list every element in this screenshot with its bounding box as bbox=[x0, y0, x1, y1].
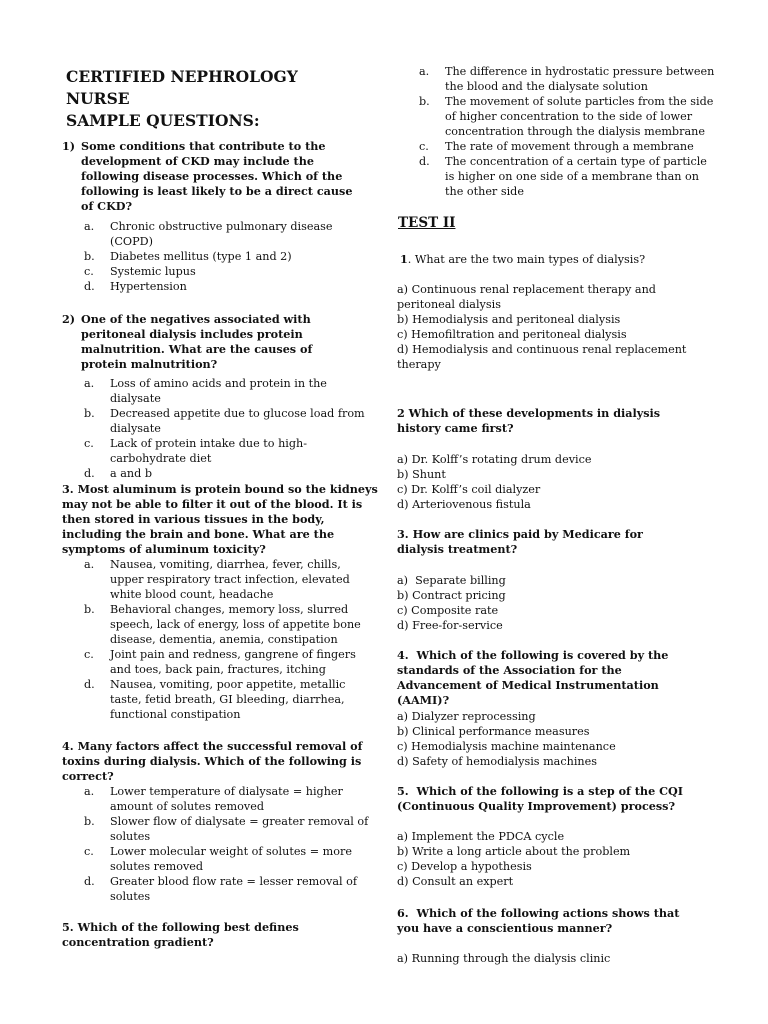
test2-question-2 bbox=[397, 406, 697, 436]
question-1-options bbox=[62, 219, 372, 294]
option: c) Composite rate bbox=[397, 604, 499, 617]
option: a. Chronic obstructive pulmonary disease (COPD) bbox=[84, 220, 333, 248]
option: b. The movement of solute particles from the side of higher concentration to the side of lower concentration through the dialysis membrane bbox=[419, 95, 714, 138]
section-heading-test-ii: TEST II bbox=[398, 215, 456, 231]
option: a. Loss of amino acids and protein in the dialysate bbox=[84, 377, 327, 405]
option: d. Greater blood flow rate = lesser removal of solutes bbox=[84, 875, 357, 903]
document-title bbox=[66, 66, 366, 132]
question-5-stem: 5. Which of the following best defines concentration gradient? bbox=[62, 920, 299, 949]
title-line-1: CERTIFIED NEPHROLOGY NURSE bbox=[66, 67, 298, 108]
question-4 bbox=[62, 739, 380, 784]
option: a) Separate billing bbox=[397, 574, 506, 587]
question-3-stem: 3. Most aluminum is protein bound so the kidneys may not be able to filter it out of the blood. It is then stored in various tissues in the body, including the brain and bone. What are the symptoms of aluminum toxicity? bbox=[62, 482, 378, 556]
option: a) Implement the PDCA cycle bbox=[397, 830, 565, 843]
option: c. Systemic lupus bbox=[84, 265, 196, 278]
question-5 bbox=[62, 920, 372, 950]
test2-question-4-stem: 4. Which of the following is covered by the standards of the Association for the Advancement of Medical Instrumentation (AAMI)? bbox=[397, 648, 673, 707]
question-3 bbox=[62, 482, 380, 557]
option: d. Hypertension bbox=[84, 280, 187, 293]
option: a. Lower temperature of dialysate = higher amount of solutes removed bbox=[84, 785, 343, 813]
option: b) Hemodialysis and peritoneal dialysis bbox=[397, 313, 621, 326]
test2-question-3-stem: 3. How are clinics paid by Medicare for dialysis treatment? bbox=[397, 527, 643, 556]
option: b) Clinical performance measures bbox=[397, 725, 590, 738]
question-5-options bbox=[397, 64, 717, 199]
option: d) Safety of hemodialysis machines bbox=[397, 755, 597, 768]
option: b) Contract pricing bbox=[397, 589, 506, 602]
option: c. Lack of protein intake due to high-carbohydrate diet bbox=[84, 437, 307, 465]
option: d. The concentration of a certain type of particle is higher on one side of a membrane than on the other side bbox=[419, 155, 707, 198]
option: c) Hemodialysis machine maintenance bbox=[397, 740, 616, 753]
question-2-stem: 2) One of the negatives associated with peritoneal dialysis includes protein malnutrition. What are the causes of protein malnutrition? bbox=[62, 312, 313, 371]
option: d) Free-for-service bbox=[397, 619, 503, 632]
option: c) Develop a hypothesis bbox=[397, 860, 532, 873]
option: a. The difference in hydrostatic pressure between the blood and the dialysate solution bbox=[419, 65, 715, 93]
option: c. Joint pain and redness, gangrene of fingers and toes, back pain, fractures, itching bbox=[84, 648, 356, 676]
question-2-options bbox=[62, 376, 374, 481]
option: b) Shunt bbox=[397, 468, 446, 481]
option: b. Slower flow of dialysate = greater removal of solutes bbox=[84, 815, 369, 843]
test2-question-1-stem: 1. What are the two main types of dialysis? bbox=[400, 252, 646, 266]
test2-question-1 bbox=[398, 252, 716, 267]
question-1-stem: 1) Some conditions that contribute to the development of CKD may include the following disease processes. Which of the following is least likely to be a direct cause of CKD? bbox=[62, 139, 353, 213]
option: a) Running through the dialysis clinic bbox=[397, 952, 611, 965]
option: c. Lower molecular weight of solutes = more solutes removed bbox=[84, 845, 352, 873]
question-1 bbox=[62, 139, 360, 214]
title-line-2: SAMPLE QUESTIONS: bbox=[66, 111, 260, 130]
option: b) Write a long article about the problem bbox=[397, 845, 631, 858]
option: c) Hemofiltration and peritoneal dialysis bbox=[397, 328, 627, 341]
option: b. Diabetes mellitus (type 1 and 2) bbox=[84, 250, 292, 263]
test2-question-5-stem: 5. Which of the following is a step of the CQI (Continuous Quality Improvement) process? bbox=[397, 784, 687, 813]
option: a) Dr. Kolff’s rotating drum device bbox=[397, 453, 592, 466]
test2-question-4-options bbox=[397, 709, 715, 769]
question-3-options bbox=[62, 557, 374, 722]
option: c) Dr. Kolff’s coil dialyzer bbox=[397, 483, 541, 496]
option: a) Dialyzer reprocessing bbox=[397, 710, 536, 723]
option: b. Behavioral changes, memory loss, slurred speech, lack of energy, loss of appetite bone disease, dementia, anemia, constipation bbox=[84, 603, 361, 646]
test2-question-6-options bbox=[397, 951, 715, 966]
test2-question-4 bbox=[397, 648, 709, 708]
option: a. Nausea, vomiting, diarrhea, fever, chills, upper respiratory tract infection, elevated white blood count, headache bbox=[84, 558, 350, 601]
option: b. Decreased appetite due to glucose load from dialysate bbox=[84, 407, 365, 435]
test2-question-5 bbox=[397, 784, 687, 814]
option: a) Continuous renal replacement therapy and peritoneal dialysis bbox=[397, 283, 656, 311]
test2-question-2-options bbox=[397, 452, 715, 512]
option: d) Arteriovenous fistula bbox=[397, 498, 531, 511]
test2-question-6-stem: 6. Which of the following actions shows that you have a conscientious manner? bbox=[397, 906, 684, 935]
test2-question-3 bbox=[397, 527, 687, 557]
test2-question-3-options bbox=[397, 573, 715, 633]
test2-question-6 bbox=[397, 906, 697, 936]
option: c. The rate of movement through a membrane bbox=[419, 140, 694, 153]
test2-question-1-options bbox=[397, 282, 715, 372]
option: d. a and b bbox=[84, 467, 152, 480]
option: d) Consult an expert bbox=[397, 875, 514, 888]
option: d) Hemodialysis and continuous renal replacement therapy bbox=[397, 343, 687, 371]
question-4-stem: 4. Many factors affect the successful removal of toxins during dialysis. Which of the following is correct? bbox=[62, 739, 363, 783]
test2-question-2-stem: 2 Which of these developments in dialysis history came first? bbox=[397, 406, 661, 435]
question-4-options bbox=[62, 784, 374, 904]
option: d. Nausea, vomiting, poor appetite, metallic taste, fetid breath, GI bleeding, diarrhea, functional constipation bbox=[84, 678, 346, 721]
question-2 bbox=[62, 312, 360, 372]
test2-question-5-options bbox=[397, 829, 715, 889]
